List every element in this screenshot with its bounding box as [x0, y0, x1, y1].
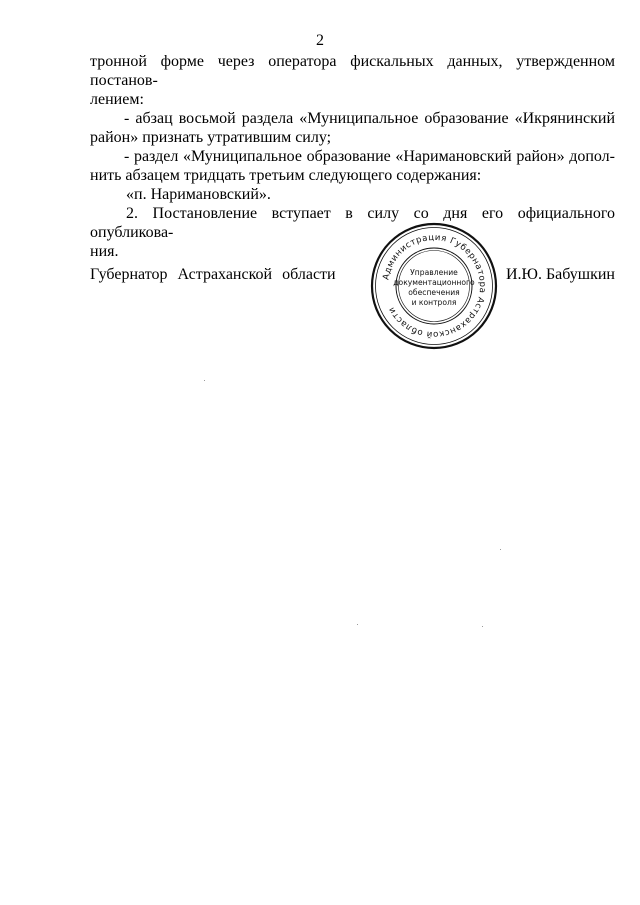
list-item-2-line-2: нить абзацем тридцать третьим следующего содержания:: [90, 167, 482, 184]
seal-inner-line-4: и контроля: [411, 298, 457, 307]
paragraph-1-line-1: тронной форме через оператора фискальных данных, утвержденном постанов-: [90, 53, 615, 89]
seal-inner-line-1: Управление: [410, 268, 458, 277]
signatory-title: Губернатор Астраханской области: [90, 266, 336, 283]
paragraph-1-line-2: лением:: [90, 91, 144, 108]
seal-outer-text: Администрация Губернатора Астраханской области: [381, 232, 488, 340]
scan-speck: [482, 626, 483, 627]
signatory-name: И.Ю. Бабушкин: [505, 266, 615, 283]
scan-speck: [500, 549, 501, 550]
seal-graphic: [370, 222, 498, 350]
seal-inner-line-3: обеспечения: [408, 288, 460, 297]
list-item-1-line-1: - абзац восьмой раздела «Муниципальное образование «Икрянинский: [124, 110, 615, 127]
signature-block: [90, 265, 615, 287]
list-item-1-line-2: район» признать утратившим силу;: [90, 129, 332, 146]
document-body: [90, 52, 615, 261]
scan-speck: [357, 624, 358, 625]
quoted-text: «п. Наримановский».: [126, 186, 271, 203]
page-number: 2: [316, 32, 324, 49]
official-seal-stamp: [370, 222, 498, 350]
seal-inner-line-2: документационного: [393, 278, 475, 287]
paragraph-2-line-2: ния.: [90, 243, 119, 260]
paragraph-2-line-1: 2. Постановление вступает в силу со дня его официального опубликова-: [90, 205, 615, 241]
scan-speck: [204, 380, 205, 381]
list-item-2-line-1: - раздел «Муниципальное образование «Наримановский район» допол-: [124, 148, 615, 165]
